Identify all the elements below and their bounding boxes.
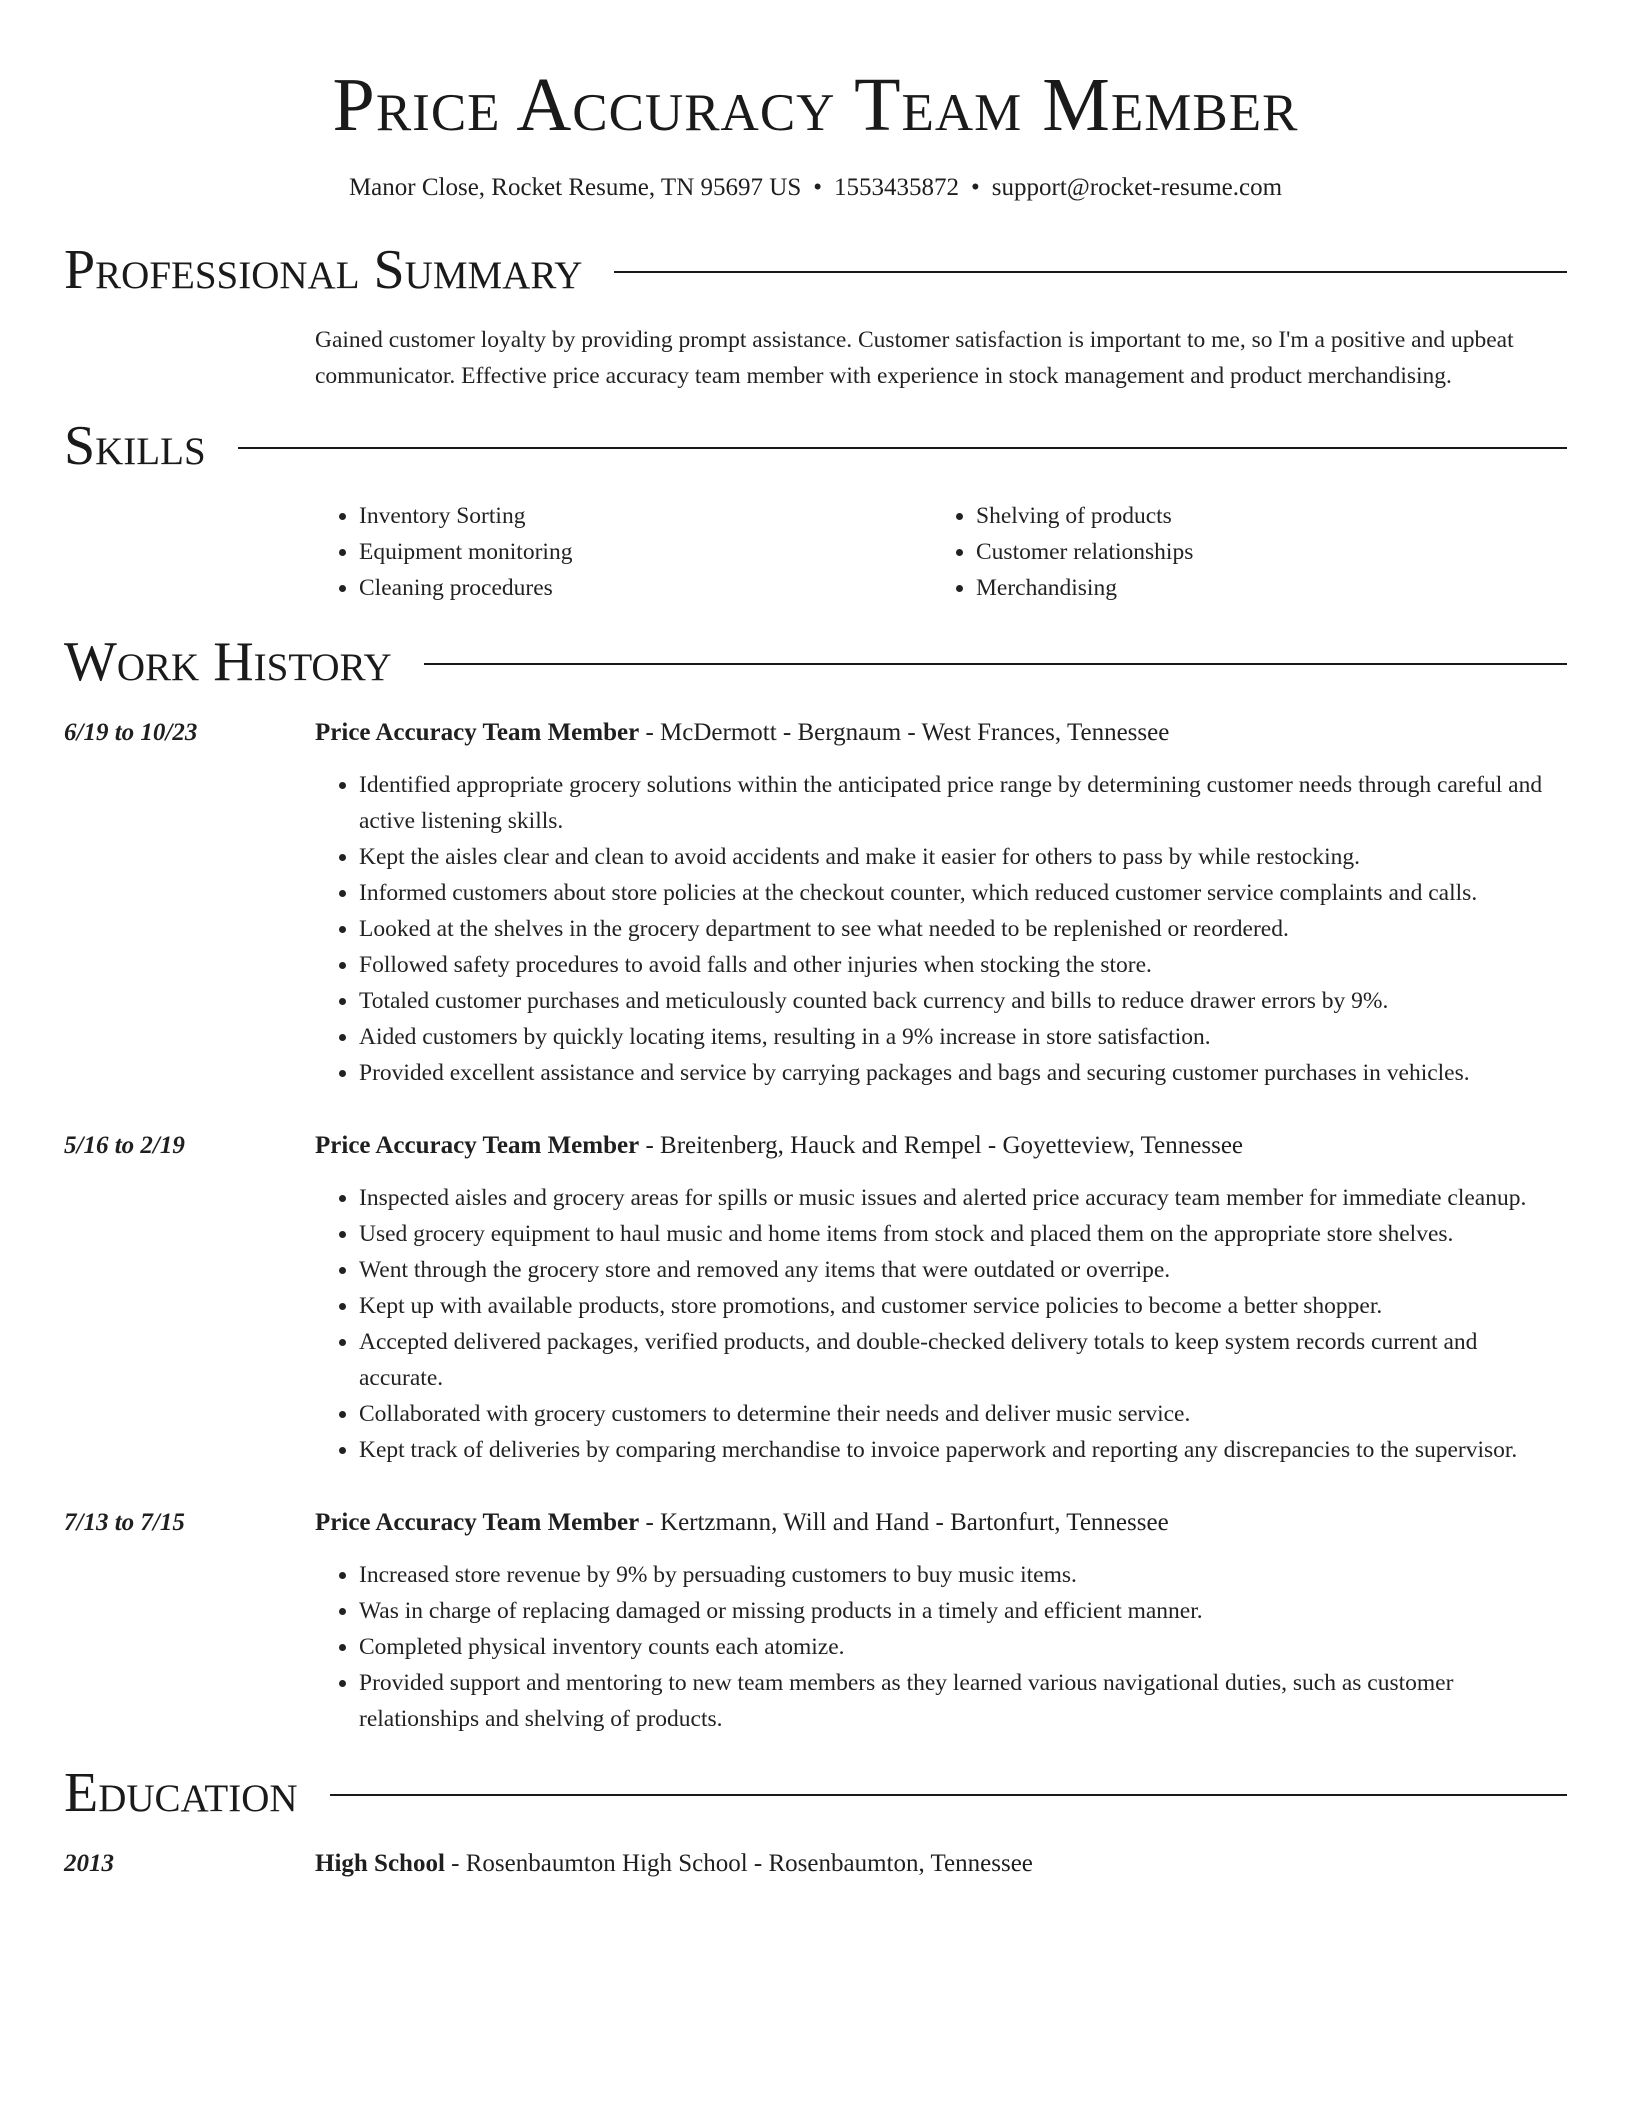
skills-heading: Skills [64,415,206,477]
contact-separator: • [971,174,980,201]
duty-item: • Accepted delivered packages, verified products, and double-checked delivery totals to keep system records current and accurate. [359,1324,1567,1396]
contact-line [64,172,1567,204]
resume-page [64,0,1567,1881]
education-section-header [64,1761,1567,1825]
skill-item: • Shelving of products [976,498,1549,534]
skills-list [315,498,1567,606]
duty-item: • Completed physical inventory counts each atomize. [359,1629,1567,1665]
job-entry [64,1129,1567,1468]
job-entry [64,1506,1567,1737]
duty-item: • Aided customers by quickly locating items, resulting in a 9% increase in store satisfaction. [359,1019,1567,1055]
job-duties [315,767,1567,1091]
section-divider [238,447,1567,449]
education-heading: Education [64,1762,298,1824]
duty-item: • Went through the grocery store and removed any items that were outdated or overripe. [359,1252,1567,1288]
skill-item: • Equipment monitoring [359,534,932,570]
contact-email: support@rocket-resume.com [991,174,1283,201]
duty-item: • Used grocery equipment to haul music and home items from stock and placed them on the appropriate store shelves. [359,1216,1567,1252]
education-date: 2013 [64,1850,114,1877]
skills-column-left [315,498,932,606]
job-body [315,1129,1567,1468]
job-dates: 5/16 to 2/19 [64,1132,185,1159]
job-employer: - Kertzmann, Will and Hand - Bartonfurt, Tennessee [639,1509,1169,1536]
job-employer: - Breitenberg, Hauck and Rempel - Goyetteview, Tennessee [639,1132,1244,1159]
contact-address: Manor Close, Rocket Resume, TN 95697 US [348,174,802,201]
duty-item: • Collaborated with grocery customers to determine their needs and deliver music service. [359,1396,1567,1432]
job-duties [315,1180,1567,1468]
skills-section-header [64,414,1567,478]
summary-section-header [64,238,1567,302]
job-dates: 7/13 to 7/15 [64,1509,185,1536]
job-title [315,1129,1567,1163]
duty-item: • Informed customers about store policies at the checkout counter, which reduced customer service complaints and calls. [359,875,1567,911]
duty-item: • Increased store revenue by 9% by persuading customers to buy music items. [359,1557,1567,1593]
work-heading: Work History [64,631,392,693]
duty-item: • Was in charge of replacing damaged or missing products in a timely and efficient manner. [359,1593,1567,1629]
job-dates: 6/19 to 10/23 [64,719,198,746]
work-history-list [64,716,1567,1737]
duty-item: • Inspected aisles and grocery areas for spills or music issues and alerted price accuracy team member for immediate cleanup. [359,1180,1567,1216]
skill-item: • Inventory Sorting [359,498,932,534]
work-section-header [64,630,1567,694]
skills-column-right [932,498,1549,606]
duty-item: • Kept up with available products, store promotions, and customer service policies to become a better shopper. [359,1288,1567,1324]
section-divider [424,663,1567,665]
skill-item: • Merchandising [976,570,1549,606]
duty-item: • Identified appropriate grocery solutions within the anticipated price range by determining customer needs through careful and active listening skills. [359,767,1567,839]
job-employer: - McDermott - Bergnaum - West Frances, Tennessee [639,719,1170,746]
contact-phone: 1553435872 [834,174,959,201]
job-role: Price Accuracy Team Member [315,1509,640,1536]
duty-item: • Totaled customer purchases and meticulously counted back currency and bills to reduce drawer errors by 9%. [359,983,1567,1019]
education-title [315,1847,1567,1881]
duty-item: • Provided support and mentoring to new team members as they learned various navigational duties, such as customer relationships and shelving of products. [359,1665,1567,1737]
job-body [315,716,1567,1091]
duty-item: • Kept the aisles clear and clean to avoid accidents and make it easier for others to pass by while restocking. [359,839,1567,875]
job-title [315,716,1567,750]
education-body [315,1847,1567,1881]
summary-heading: Professional Summary [64,239,583,301]
section-divider [330,1794,1567,1796]
contact-separator: • [813,174,822,201]
education-degree: High School [315,1850,445,1877]
job-title [315,1506,1567,1540]
job-body [315,1506,1567,1737]
section-divider [614,271,1567,273]
duty-item: • Followed safety procedures to avoid falls and other injuries when stocking the store. [359,947,1567,983]
job-entry [64,716,1567,1091]
skill-item: • Customer relationships [976,534,1549,570]
job-role: Price Accuracy Team Member [315,1132,640,1159]
duty-item: • Looked at the shelves in the grocery department to see what needed to be replenished or reordered. [359,911,1567,947]
duty-item: • Provided excellent assistance and service by carrying packages and bags and securing customer purchases in vehicles. [359,1055,1567,1091]
job-role: Price Accuracy Team Member [315,719,640,746]
education-entry [64,1847,1567,1881]
job-duties [315,1557,1567,1737]
page-title: Price Accuracy Team Member [332,63,1299,147]
education-school: - Rosenbaumton High School - Rosenbaumton, Tennessee [444,1850,1033,1877]
duty-item: • Kept track of deliveries by comparing merchandise to invoice paperwork and reporting any discrepancies to the supervisor. [359,1432,1567,1468]
skill-item: • Cleaning procedures [359,570,932,606]
summary-text: Gained customer loyalty by providing prompt assistance. Customer satisfaction is important to me, so I'm a positive and upbeat communicator. Effective price accuracy team member with experience in stock management and product merchandising. [315,327,1514,389]
